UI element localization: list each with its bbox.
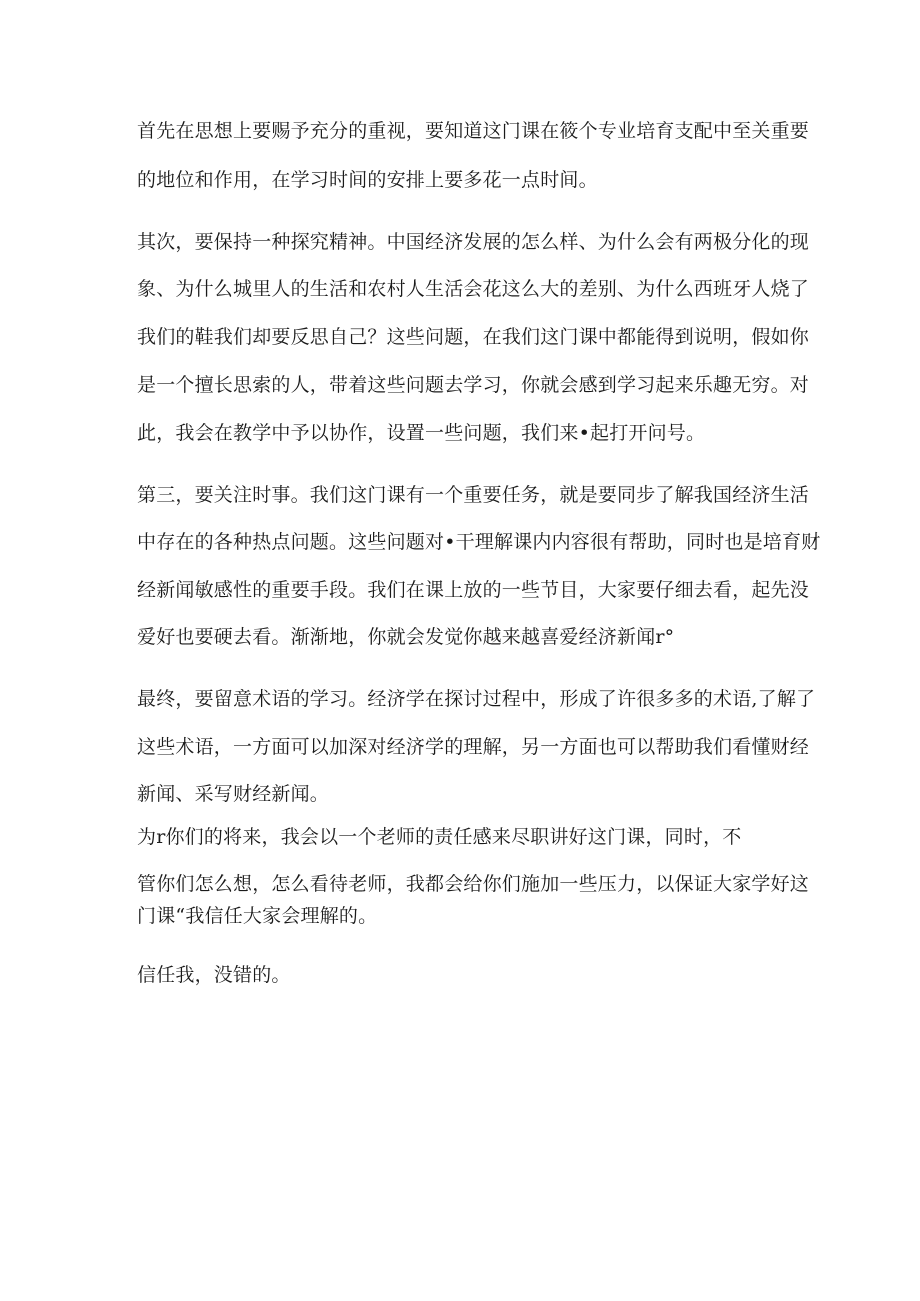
paragraph-4-line-1: 最终，要留意术语的学习。经济学在探讨过程中，形成了许很多多的术语,了解了 (137, 688, 816, 710)
paragraph-2-line-4: 是一个擅长思索的人，带着这些问题去学习，你就会感到学习起来乐趣无穷。对 (137, 374, 810, 396)
paragraph-1-line-2: 的地位和作用，在学习时间的安排上要多花一点时间。 (137, 169, 598, 191)
paragraph-3-line-1: 第三，要关注时事。我们这门课有一个重要任务，就是要同步了解我国经济生活 (137, 484, 810, 506)
paragraph-6-line-1: 信任我，没错的。 (137, 964, 291, 986)
paragraph-3-line-4: 爱好也要硬去看。渐渐地，你就会发觉你越来越喜爱经济新闻r° (137, 626, 675, 648)
paragraph-2-line-5: 此，我会在教学中予以协作，设置一些问题，我们来•起打开问号。 (137, 422, 706, 444)
paragraph-2-line-2: 象、为什么城里人的生活和农村人生活会花这么大的差别、为什么西班牙人烧了 (137, 278, 810, 300)
paragraph-4-line-2: 这些术语，一方面可以加深对经济学的理解，另一方面也可以帮助我们看懂财经 (137, 736, 810, 758)
paragraph-4-line-3: 新闻、采写财经新闻。 (137, 783, 330, 805)
paragraph-1-line-1: 首先在思想上要赐予充分的重视，要知道这门课在筱个专业培育支配中至关重要 (137, 120, 810, 142)
paragraph-5-line-1: 为r你们的将来，我会以一个老师的责任感来尽职讲好这门课，同时，不 (137, 826, 742, 848)
paragraph-2-line-3: 我们的鞋我们却要反思自己？这些问题，在我们这门课中都能得到说明，假如你 (137, 326, 810, 348)
paragraph-3-line-3: 经新闻敏感性的重要手段。我们在课上放的一些节目，大家要仔细去看，起先没 (137, 579, 810, 601)
paragraph-3-line-2: 中存在的各种热点问题。这些问题对•干理解课内内容很有帮助，同时也是培育财 (137, 531, 821, 553)
paragraph-5-line-2: 管你们怎么想，怎么看待老师，我都会给你们施加一些压力，以保证大家学好这 (137, 873, 810, 895)
paragraph-2-line-1: 其次，要保持一种探究精神。中国经济发展的怎么样、为什么会有两极分化的现 (137, 231, 810, 253)
paragraph-5-line-3: 门课“我信任大家会理解的。 (137, 905, 378, 927)
